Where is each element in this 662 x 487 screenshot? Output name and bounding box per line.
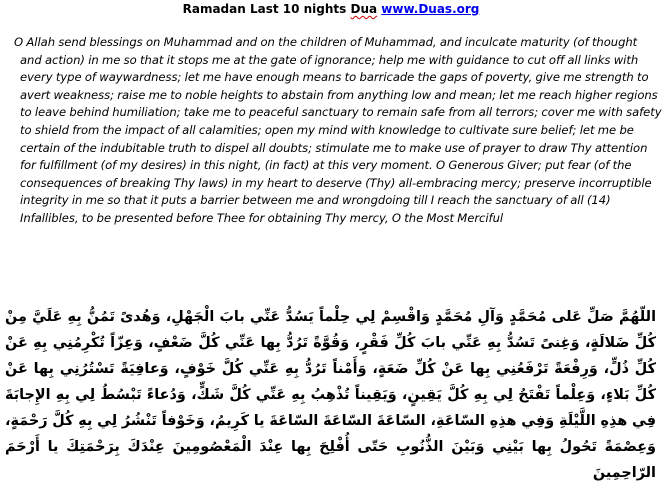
english-translation: O Allah send blessings on Muhammad and on the children of Muhammad, and inculcate maturity (of thought and action) in me so that it stops me at the gate of ignorance; help me with guidance to cut off all links with every type of waywardness; let me have enough means to barricade the gaps of poverty, give me strength to avert weakness; raise me to noble heights to abstain from anything low and mean; let me reach higher regions to leave behind humiliation; take me to peaceful sanctuary to remain safe from all terrors; cover me with safety to shield from the impact of all calamities; open my mind with knowledge to cultivate sure belief; let me be certain of the indubitable truth to dispel all doubts; stimulate me to make use of prayer to draw Thy attention for fulfillment (of my desires) in this night, (in fact) at this very moment. O Generous Giver; put fear (of the consequences of breaking Thy laws) in my heart to deserve (Thy) all-embracing mercy; preserve incorruptible integrity in me so that it puts a barrier between me and wrongdoing till I reach the sanctuary of all (14) Infallibles, to be presented before Thee for obtaining Thy mercy, O the Most Merciful	[14, 35, 662, 225]
arabic-dua-text: اللّهُمَّ صَلِّ عَلى مُحَمَّدٍ وَآلِ مُحَمَّدٍ وَاقْسِمْ لِي حِلْماً يَسُدُّ عَنِّي بابَ الْجَهْلِ، وَهُدىً تَمُنُّ بِهِ عَلَيَّ مِنْ كُلِّ ضَلالَةٍ، وَغِنىً تَسُدُّ بِهِ عَنِّي بابَ كُلِّ فَقْرٍ، وَقُوَّةً تَرُدُّ بِها عَنِّي كُلَّ ضَعْفٍ، وَعِزّاً تُكْرِمُنِي بِهِ عَنْ كُلِّ ذُلٍّ، وَرِفْعَةً تَرْفَعُنِي بِها عَنْ كُلِّ ضَعَةٍ، وَأَمْناً تَرُدُّ بِهِ عَنِّي كُلَّ خَوْفٍ، وَعافِيَةً تَسْتُرُنِي بِها عَنْ كُلِّ بَلاءٍ، وَعِلْماً تَفْتَحُ لِي بِهِ كُلَّ يَقِينٍ، وَيَقِيناً تُذْهِبُ بِهِ عَنِّي كُلَّ شَكٍّ، وَدُعاءً تَبْسُطُ لِي بِهِ الإِجابَةَ فِي هذِهِ اللَّيْلَةِ وَفِي هذِهِ السّاعَةِ، السّاعَةَ السّاعَةَ السّاعَةَ يا كَرِيمُ، وَخَوْفاً تَنْشُرُ لِي بِهِ كُلَّ رَحْمَةٍ، وَعِصْمَةً تَحُولُ بِها بَيْنِي وَبَيْنَ الذُّنُوبِ حَتّى أُفْلِحَ بِها عِنْدَ الْمَعْصُومِينَ عِنْدَكَ بِرَحْمَتِكَ يا أَرْحَمَ الرّاحِمِينَ	[5, 309, 656, 481]
website-link[interactable]: www.Duas.org	[381, 2, 480, 16]
page-title	[0, 1, 662, 17]
title-dua-word: Dua	[350, 2, 378, 16]
title-prefix: Ramadan Last 10 nights	[182, 2, 351, 16]
